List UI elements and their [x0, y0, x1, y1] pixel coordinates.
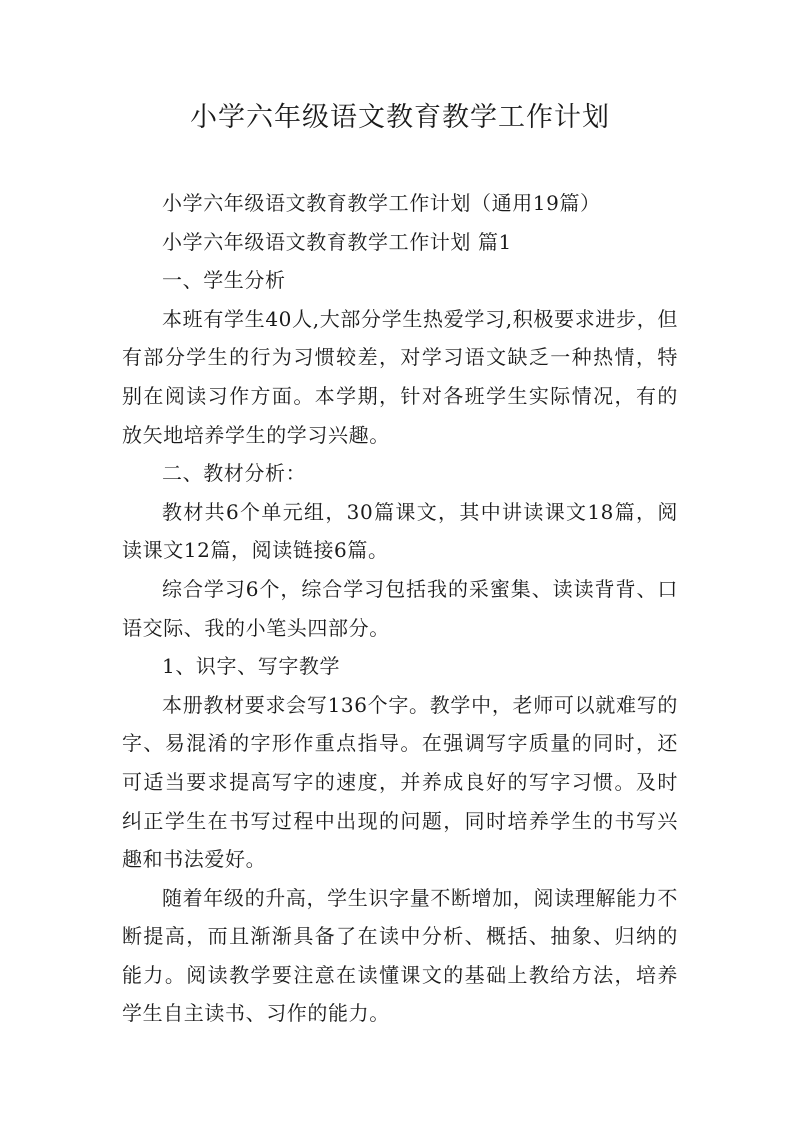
heading-literacy-writing: 1、识字、写字教学 — [162, 654, 341, 679]
paragraph-section-heading: 小学六年级语文教育教学工作计划 篇1 — [162, 229, 512, 254]
paragraph-literacy-writing: 本册教材要求会写136个字。教学中，老师可以就难写的字、易混淆的字形作重点指导。在强调写字质量的同时，还可适当要求提高写字的速度，并养成良好的写字习惯。及时纠正学生在书写过程中出现的问题，同时培养学生的书写兴趣和书法爱好。 — [122, 692, 678, 872]
paragraph-reading-teaching: 随着年级的升高，学生识字量不断增加，阅读理解能力不断提高，而且渐渐具备了在读中分析、概括、抽象、归纳的能力。阅读教学要注意在读懂课文的基础上教给方法，培养学生自主读书、习作的能力。 — [122, 885, 678, 1026]
paragraph-student-analysis: 本班有学生40人,大部分学生热爱学习,积极要求进步，但有部分学生的行为习惯较差，对学习语文缺乏一种热情，特别在阅读习作方面。本学期，针对各班学生实际情况，有的放矢地培养学生的学习兴趣。 — [122, 306, 678, 447]
paragraph-textbook-structure: 教材共6个单元组，30篇课文，其中讲读课文18篇，阅读课文12篇，阅读链接6篇。 — [122, 499, 678, 563]
paragraph-comprehensive-learning: 综合学习6个，综合学习包括我的采蜜集、读读背背、口语交际、我的小笔头四部分。 — [122, 576, 678, 640]
heading-textbook-analysis: 二、教材分析： — [162, 461, 307, 486]
paragraph-subtitle: 小学六年级语文教育教学工作计划（通用19篇） — [162, 191, 601, 215]
document-body — [122, 184, 678, 1033]
document-title: 小学六年级语文教育教学工作计划 — [190, 102, 610, 133]
heading-student-analysis: 一、学生分析 — [162, 268, 286, 293]
